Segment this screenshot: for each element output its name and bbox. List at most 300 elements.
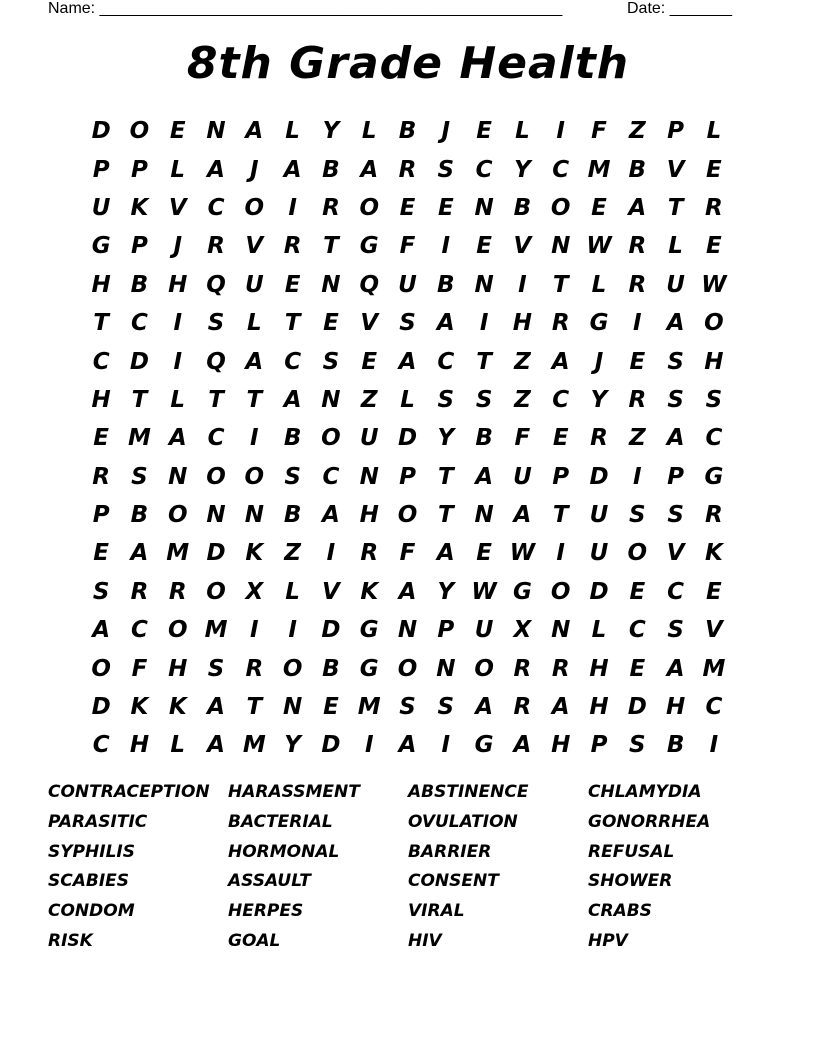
- grid-letter: V: [666, 156, 685, 183]
- grid-letter: L: [591, 617, 607, 644]
- grid-letter: G: [359, 233, 379, 260]
- grid-letter: Y: [514, 156, 531, 183]
- grid-letter: C: [92, 732, 110, 759]
- grid-row: [82, 573, 733, 611]
- grid-letter: F: [514, 425, 531, 452]
- grid-letter: Z: [514, 386, 531, 413]
- grid-letter: I: [173, 348, 183, 375]
- grid-letter: R: [168, 578, 187, 605]
- word-list-item: CONDOM: [48, 901, 135, 922]
- grid-letter: C: [131, 617, 148, 644]
- grid-row: [82, 304, 733, 342]
- grid-letter: E: [284, 271, 301, 298]
- word-list: [48, 782, 768, 961]
- grid-letter: U: [666, 271, 685, 298]
- grid-letter: E: [706, 233, 722, 260]
- grid-letter: I: [173, 310, 183, 337]
- word-list-item: HPV: [588, 930, 628, 951]
- grid-row: [82, 189, 733, 227]
- grid-letter: F: [399, 233, 416, 260]
- grid-letter: B: [130, 502, 149, 529]
- grid-letter: H: [665, 694, 686, 721]
- grid-letter: A: [92, 617, 111, 644]
- grid-letter: A: [551, 694, 570, 721]
- grid-letter: Z: [628, 425, 646, 452]
- grid-letter: N: [321, 386, 341, 413]
- grid-letter: N: [474, 271, 494, 298]
- grid-letter: A: [322, 502, 340, 529]
- grid-letter: B: [322, 156, 340, 183]
- grid-letter: E: [476, 118, 492, 145]
- grid-letter: D: [397, 425, 418, 452]
- grid-letter: M: [587, 156, 611, 183]
- grid-letter: S: [667, 502, 684, 529]
- grid-letter: N: [283, 694, 303, 721]
- grid-letter: A: [666, 310, 685, 337]
- grid-letter: B: [130, 271, 149, 298]
- grid-letter: C: [207, 194, 225, 221]
- grid-letter: C: [284, 348, 302, 375]
- grid-letter: B: [666, 732, 685, 759]
- grid-letter: U: [91, 194, 111, 221]
- grid-letter: O: [167, 502, 188, 529]
- grid-letter: V: [322, 578, 340, 605]
- grid-letter: I: [479, 310, 489, 337]
- grid-letter: E: [399, 194, 416, 221]
- grid-letter: N: [474, 502, 494, 529]
- grid-letter: L: [247, 310, 262, 337]
- grid-letter: H: [168, 271, 188, 298]
- grid-letter: I: [441, 233, 451, 260]
- grid-letter: S: [629, 502, 646, 529]
- grid-letter: C: [475, 156, 493, 183]
- grid-letter: E: [93, 425, 109, 452]
- grid-letter: G: [512, 578, 532, 605]
- grid-letter: L: [170, 732, 186, 759]
- grid-letter: J: [250, 156, 259, 183]
- grid-letter: A: [245, 348, 264, 375]
- page-title: 8th Grade Health: [186, 38, 630, 89]
- grid-letter: S: [629, 732, 646, 759]
- grid-letter: K: [168, 694, 187, 721]
- grid-letter: C: [207, 425, 225, 452]
- grid-letter: I: [364, 732, 374, 759]
- grid-letter: V: [704, 617, 723, 644]
- word-list-item: CRABS: [588, 901, 652, 922]
- grid-letter: P: [92, 502, 110, 529]
- grid-letter: V: [360, 310, 379, 337]
- grid-row: [82, 381, 733, 419]
- grid-letter: Q: [206, 271, 226, 298]
- grid-letter: N: [551, 617, 571, 644]
- grid-letter: A: [398, 732, 417, 759]
- grid-letter: D: [206, 540, 226, 567]
- grid-letter: O: [244, 463, 265, 490]
- grid-letter: L: [285, 578, 300, 605]
- grid-letter: O: [321, 425, 341, 452]
- grid-letter: I: [556, 118, 565, 145]
- grid-letter: R: [628, 271, 647, 298]
- grid-letter: O: [627, 540, 648, 567]
- grid-letter: K: [245, 540, 264, 567]
- grid-letter: T: [552, 271, 569, 298]
- word-list-item: HORMONAL: [228, 841, 340, 862]
- grid-letter: O: [244, 194, 265, 221]
- grid-letter: K: [704, 540, 723, 567]
- grid-letter: P: [667, 118, 685, 145]
- grid-letter: O: [550, 578, 571, 605]
- grid-letter: A: [207, 732, 225, 759]
- grid-letter: X: [513, 617, 532, 644]
- grid-letter: L: [285, 118, 300, 145]
- grid-letter: N: [436, 655, 456, 682]
- grid-letter: S: [399, 694, 416, 721]
- grid-letter: T: [208, 386, 224, 413]
- grid-letter: T: [246, 386, 263, 413]
- grid-letter: V: [245, 233, 264, 260]
- grid-letter: O: [397, 502, 418, 529]
- grid-letter: S: [207, 655, 225, 682]
- word-list-item: BACTERIAL: [228, 811, 333, 832]
- grid-letter: W: [471, 578, 497, 605]
- grid-letter: H: [551, 732, 571, 759]
- grid-letter: H: [512, 310, 533, 337]
- grid-letter: G: [91, 233, 111, 260]
- grid-letter: O: [550, 194, 571, 221]
- grid-letter: Z: [514, 348, 531, 375]
- grid-letter: N: [168, 463, 188, 490]
- grid-row: [82, 112, 733, 150]
- word-list-item: CONSENT: [408, 871, 499, 892]
- grid-row: [82, 227, 733, 265]
- word-list-item: SCABIES: [48, 871, 130, 892]
- grid-letter: K: [130, 694, 149, 721]
- grid-letter: T: [552, 502, 569, 529]
- grid-letter: G: [474, 732, 494, 759]
- grid-letter: L: [706, 118, 722, 145]
- grid-row: [82, 266, 733, 304]
- grid-letter: D: [589, 463, 609, 490]
- grid-letter: Z: [284, 540, 301, 567]
- grid-letter: O: [167, 617, 188, 644]
- grid-letter: P: [131, 233, 148, 260]
- word-list-item: HIV: [408, 930, 442, 951]
- grid-letter: D: [91, 694, 111, 721]
- grid-letter: P: [131, 156, 148, 183]
- grid-letter: W: [701, 271, 727, 298]
- grid-letter: B: [513, 194, 532, 221]
- grid-row: [82, 150, 733, 188]
- grid-letter: H: [589, 655, 609, 682]
- grid-letter: M: [702, 655, 726, 682]
- grid-letter: A: [666, 655, 685, 682]
- grid-letter: D: [589, 578, 609, 605]
- grid-letter: T: [284, 310, 301, 337]
- grid-letter: E: [476, 540, 492, 567]
- grid-letter: Y: [322, 118, 340, 145]
- grid-row: [82, 342, 733, 380]
- name-field-label: Name: ____________________________________________________: [48, 0, 563, 17]
- grid-letter: L: [668, 233, 683, 260]
- grid-letter: R: [245, 655, 264, 682]
- word-list-item: HARASSMENT: [228, 782, 360, 802]
- word-list-item: VIRAL: [408, 901, 465, 922]
- grid-row: [82, 496, 733, 534]
- grid-letter: I: [518, 271, 527, 298]
- grid-letter: N: [551, 233, 571, 260]
- word-list-item: GOAL: [228, 930, 281, 951]
- grid-letter: L: [361, 118, 377, 145]
- grid-letter: O: [397, 655, 418, 682]
- grid-letter: G: [359, 617, 379, 644]
- grid-row: [82, 726, 733, 764]
- grid-letter: C: [667, 578, 685, 605]
- grid-letter: E: [706, 578, 722, 605]
- grid-letter: M: [357, 694, 381, 721]
- grid-letter: R: [283, 233, 302, 260]
- grid-letter: J: [173, 233, 183, 260]
- grid-letter: C: [705, 694, 723, 721]
- grid-letter: S: [284, 463, 301, 490]
- grid-letter: W: [586, 233, 612, 260]
- grid-letter: I: [250, 425, 259, 452]
- grid-letter: S: [437, 156, 455, 183]
- grid-letter: M: [204, 617, 228, 644]
- grid-letter: P: [399, 463, 416, 490]
- grid-letter: P: [552, 463, 570, 490]
- grid-letter: H: [91, 271, 111, 298]
- grid-letter: U: [589, 540, 609, 567]
- grid-letter: T: [476, 348, 492, 375]
- grid-letter: R: [322, 194, 340, 221]
- grid-letter: I: [633, 310, 642, 337]
- grid-letter: A: [475, 463, 494, 490]
- grid-letter: U: [474, 617, 494, 644]
- grid-letter: T: [437, 502, 454, 529]
- grid-letter: N: [359, 463, 379, 490]
- grid-letter: L: [170, 156, 186, 183]
- grid-letter: I: [326, 540, 336, 567]
- grid-letter: R: [130, 578, 149, 605]
- word-list-item: REFUSAL: [588, 841, 675, 862]
- grid-letter: G: [359, 655, 379, 682]
- date-field-label: Date: _______: [627, 0, 732, 17]
- grid-letter: S: [475, 386, 493, 413]
- grid-letter: B: [283, 425, 302, 452]
- grid-letter: U: [398, 271, 417, 298]
- grid-letter: D: [321, 732, 341, 759]
- grid-letter: S: [437, 694, 455, 721]
- word-list-item: RISK: [48, 930, 93, 951]
- grid-row: [82, 419, 733, 457]
- grid-letter: N: [474, 194, 494, 221]
- grid-letter: A: [130, 540, 149, 567]
- word-list-item: SYPHILIS: [48, 841, 135, 862]
- grid-letter: C: [131, 310, 148, 337]
- grid-letter: M: [166, 540, 190, 567]
- word-list-item: GONORRHEA: [588, 811, 711, 832]
- grid-letter: E: [361, 348, 378, 375]
- grid-letter: A: [398, 578, 417, 605]
- grid-letter: H: [589, 694, 609, 721]
- grid-letter: L: [400, 386, 415, 413]
- grid-letter: S: [322, 348, 340, 375]
- grid-letter: D: [627, 694, 647, 721]
- grid-letter: E: [323, 694, 339, 721]
- grid-letter: I: [288, 194, 297, 221]
- grid-letter: G: [704, 463, 724, 490]
- grid-letter: W: [509, 540, 536, 567]
- grid-letter: E: [552, 425, 569, 452]
- grid-letter: B: [437, 271, 455, 298]
- grid-letter: A: [513, 732, 532, 759]
- word-list-item: SHOWER: [588, 871, 673, 892]
- word-list-item: OVULATION: [408, 811, 518, 832]
- grid-letter: R: [590, 425, 608, 452]
- grid-letter: R: [705, 502, 723, 529]
- grid-letter: V: [168, 194, 187, 221]
- grid-letter: R: [551, 655, 570, 682]
- grid-letter: A: [398, 348, 417, 375]
- grid-letter: A: [207, 156, 225, 183]
- grid-letter: C: [322, 463, 340, 490]
- grid-letter: S: [437, 386, 455, 413]
- grid-letter: E: [437, 194, 454, 221]
- grid-letter: A: [207, 694, 225, 721]
- grid-letter: X: [245, 578, 264, 605]
- grid-letter: C: [552, 386, 570, 413]
- grid-letter: F: [131, 655, 148, 682]
- grid-letter: R: [513, 655, 532, 682]
- word-list-item: PARASITIC: [48, 811, 148, 832]
- word-list-item: CHLAMYDIA: [588, 782, 702, 802]
- grid-letter: U: [359, 425, 379, 452]
- grid-letter: E: [629, 348, 646, 375]
- grid-letter: T: [437, 463, 454, 490]
- grid-letter: R: [551, 310, 570, 337]
- grid-letter: A: [283, 386, 302, 413]
- grid-letter: T: [323, 233, 339, 260]
- grid-letter: S: [207, 310, 225, 337]
- grid-letter: E: [476, 233, 492, 260]
- grid-letter: J: [594, 348, 604, 375]
- grid-letter: I: [633, 463, 642, 490]
- grid-letter: V: [666, 540, 685, 567]
- grid-letter: F: [399, 540, 416, 567]
- grid-letter: S: [667, 617, 684, 644]
- grid-letter: R: [513, 694, 532, 721]
- word-list-item: HERPES: [228, 901, 304, 922]
- grid-letter: A: [513, 502, 532, 529]
- grid-letter: E: [591, 194, 607, 221]
- grid-letter: R: [92, 463, 110, 490]
- grid-letter: A: [245, 118, 264, 145]
- grid-letter: H: [359, 502, 379, 529]
- grid-letter: S: [667, 348, 684, 375]
- grid-letter: H: [91, 386, 111, 413]
- grid-letter: R: [628, 386, 647, 413]
- grid-letter: P: [590, 732, 608, 759]
- grid-letter: O: [129, 118, 150, 145]
- grid-letter: K: [360, 578, 379, 605]
- grid-letter: R: [207, 233, 225, 260]
- grid-letter: Z: [628, 118, 646, 145]
- grid-letter: E: [323, 310, 339, 337]
- grid-letter: A: [436, 310, 455, 337]
- grid-letter: I: [556, 540, 565, 567]
- grid-letter: O: [206, 578, 226, 605]
- grid-letter: T: [131, 386, 148, 413]
- grid-letter: D: [91, 118, 111, 145]
- grid-letter: U: [589, 502, 609, 529]
- grid-letter: C: [552, 156, 570, 183]
- grid-letter: B: [283, 502, 302, 529]
- grid-letter: V: [513, 233, 532, 260]
- grid-letter: E: [169, 118, 186, 145]
- grid-letter: K: [130, 194, 149, 221]
- grid-letter: E: [629, 655, 646, 682]
- grid-letter: Q: [206, 348, 226, 375]
- grid-letter: R: [705, 194, 723, 221]
- grid-letter: E: [629, 578, 646, 605]
- grid-letter: Y: [590, 386, 608, 413]
- grid-letter: A: [666, 425, 685, 452]
- grid-letter: B: [322, 655, 340, 682]
- grid-letter: U: [513, 463, 532, 490]
- grid-letter: D: [321, 617, 341, 644]
- grid-letter: Z: [360, 386, 378, 413]
- grid-letter: I: [250, 617, 259, 644]
- word-list-item: ABSTINENCE: [408, 782, 529, 802]
- grid-letter: B: [475, 425, 493, 452]
- grid-letter: R: [360, 540, 379, 567]
- grid-letter: L: [515, 118, 530, 145]
- grid-letter: L: [170, 386, 186, 413]
- grid-letter: O: [704, 310, 724, 337]
- grid-letter: C: [628, 617, 646, 644]
- grid-letter: I: [441, 732, 451, 759]
- grid-letter: Y: [437, 578, 455, 605]
- word-list-item: CONTRACEPTION: [48, 782, 210, 802]
- grid-letter: O: [359, 194, 379, 221]
- grid-letter: N: [321, 271, 341, 298]
- grid-letter: J: [441, 118, 451, 145]
- grid-letter: R: [628, 233, 647, 260]
- grid-letter: I: [288, 617, 297, 644]
- grid-letter: H: [704, 348, 724, 375]
- grid-letter: O: [474, 655, 494, 682]
- grid-row: [82, 458, 733, 496]
- grid-letter: A: [551, 348, 570, 375]
- grid-letter: M: [128, 425, 151, 452]
- grid-letter: M: [242, 732, 266, 759]
- grid-letter: N: [244, 502, 264, 529]
- grid-letter: G: [589, 310, 609, 337]
- grid-letter: Y: [437, 425, 455, 452]
- grid-letter: S: [131, 463, 148, 490]
- word-list-item: ASSAULT: [228, 871, 311, 892]
- grid-letter: I: [709, 732, 719, 759]
- grid-letter: N: [206, 118, 226, 145]
- grid-letter: C: [92, 348, 110, 375]
- grid-letter: H: [129, 732, 150, 759]
- grid-letter: N: [397, 617, 418, 644]
- grid-row: [82, 534, 733, 572]
- grid-letter: H: [168, 655, 188, 682]
- grid-letter: O: [282, 655, 303, 682]
- grid-letter: A: [283, 156, 302, 183]
- grid-letter: D: [129, 348, 149, 375]
